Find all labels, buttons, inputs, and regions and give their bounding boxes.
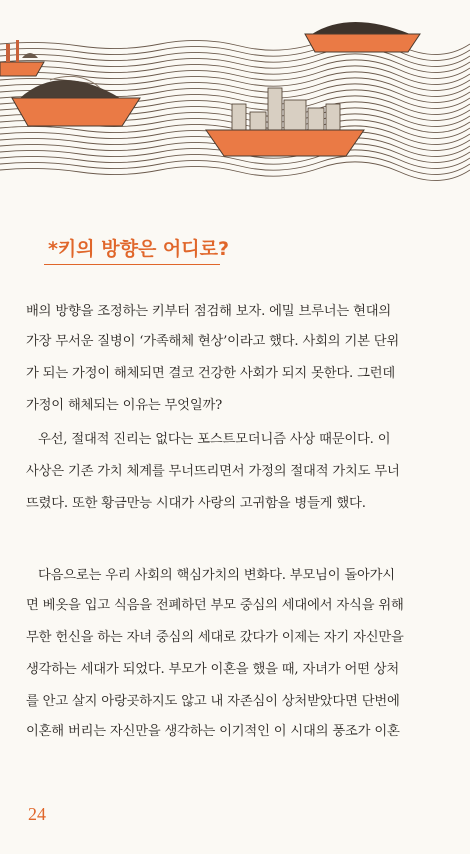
boat-top-left: [0, 40, 44, 76]
text-line: 무한 헌신을 하는 자녀 중심의 세대로 갔다가 이제는 자기 자신만을: [26, 630, 404, 645]
text-line: 를 안고 살지 아랑곳하지도 않고 내 자존심이 상처받았다면 단번에: [26, 694, 400, 709]
boat-mid-left: [12, 76, 140, 126]
boat-top-right: [305, 22, 420, 52]
text-line: 이혼해 버리는 자신만을 생각하는 이기적인 이 시대의 풍조가 이혼: [26, 724, 400, 739]
text-line: 뜨렸다. 또한 황금만능 시대가 사랑의 고귀함을 병들게 했다.: [26, 496, 366, 511]
boats-illustration: [0, 0, 470, 200]
text-line: 가장 무서운 질병이 ‘가족해체 현상’이라고 했다. 사회의 기본 단위: [26, 334, 400, 349]
text-line: 배의 방향을 조정하는 키부터 점검해 보자. 에밀 브루너는 현대의: [26, 304, 392, 319]
page-number: 24: [28, 804, 46, 824]
text-line: 우선, 절대적 진리는 없다는 포스트모더니즘 사상 때문이다. 이: [38, 432, 391, 447]
text-line: 사상은 기존 가치 체계를 무너뜨리면서 가정의 절대적 가치도 무너: [26, 464, 400, 479]
text-line: 생각하는 세대가 되었다. 부모가 이혼을 했을 때, 자녀가 어떤 상처: [26, 662, 400, 677]
text-line: 가 되는 가정이 해체되면 결코 건강한 사회가 되지 못한다. 그런데: [26, 366, 396, 381]
text-line: 가정이 해체되는 이유는 무엇일까?: [26, 398, 223, 413]
title-underline: [44, 264, 220, 265]
section-title: *키의 방향은 어디로?: [48, 238, 230, 260]
text-line: 다음으로는 우리 사회의 핵심가치의 변화다. 부모님이 돌아가시: [38, 568, 395, 583]
text-line: 면 베옷을 입고 식음을 전폐하던 부모 중심의 세대에서 자식을 위해: [26, 598, 404, 613]
